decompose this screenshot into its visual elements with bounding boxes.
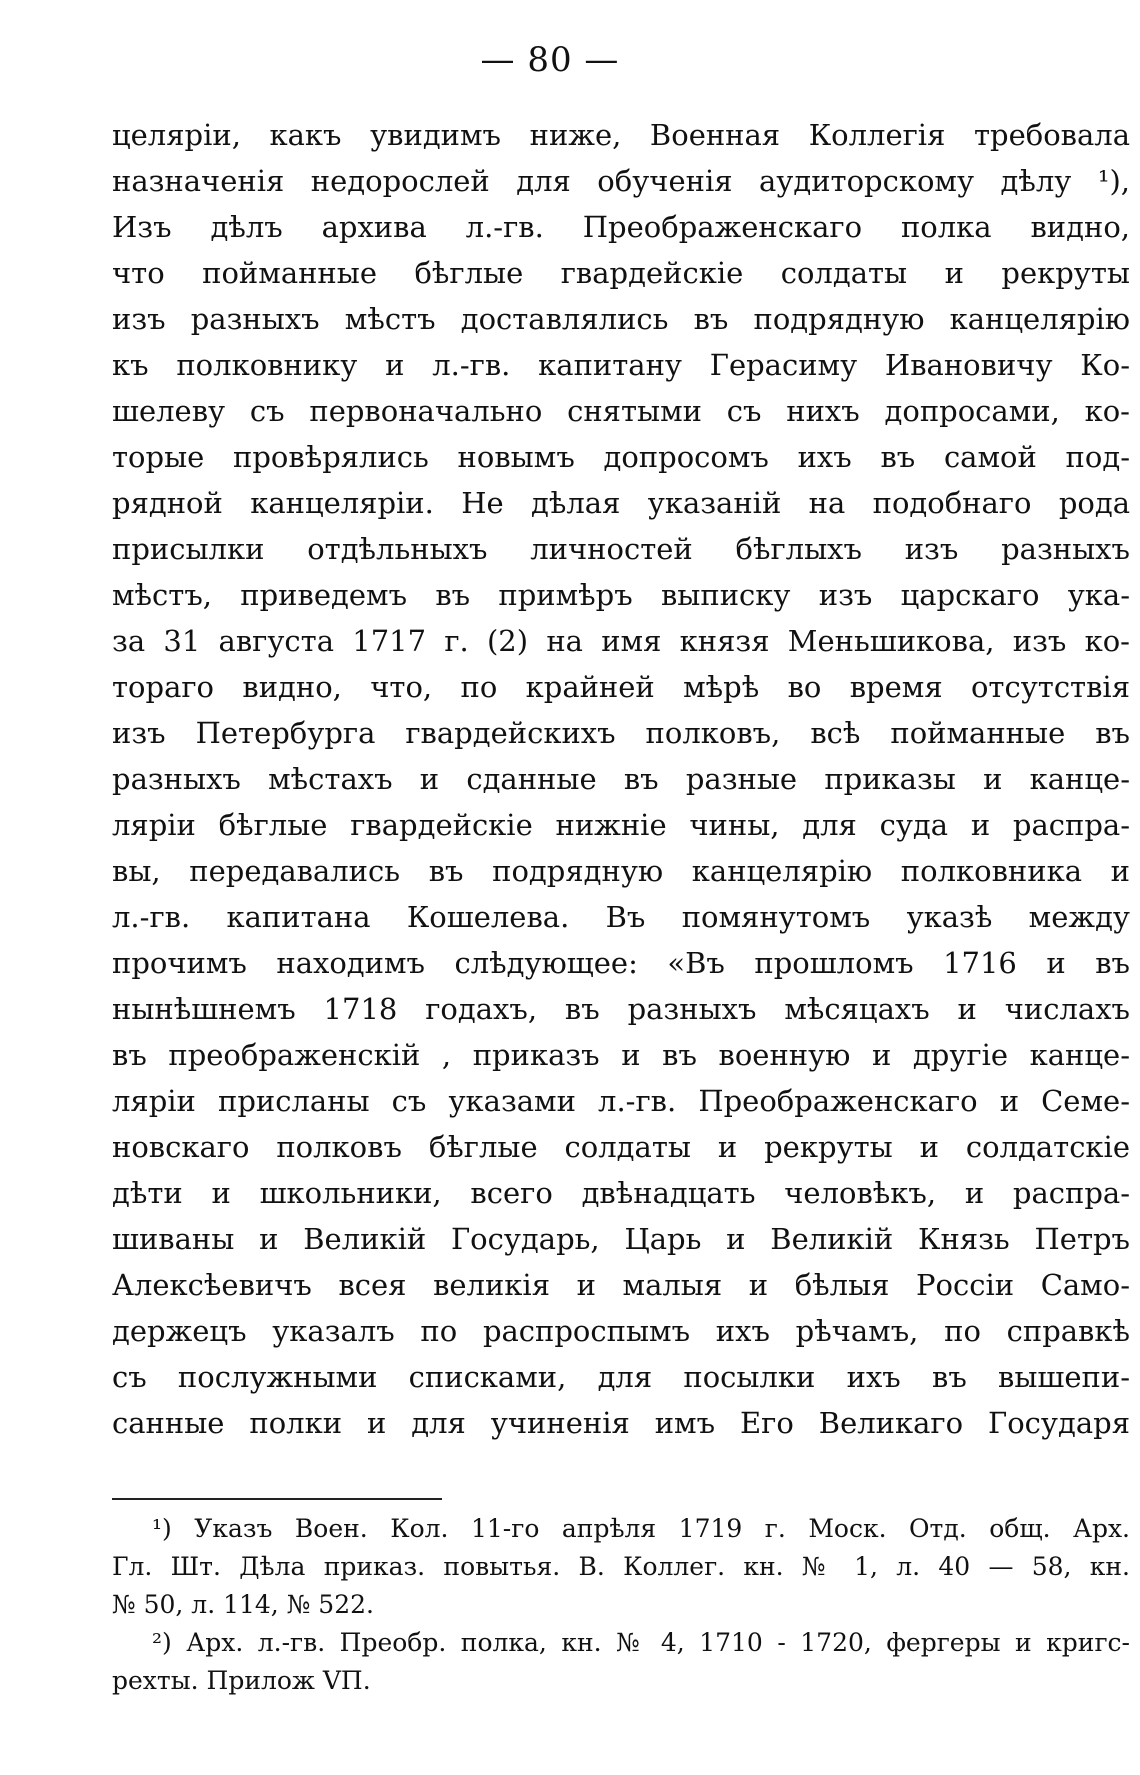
text-line: ляріи бѣглые гвардейскіе нижніе чины, для суда и распра-: [112, 808, 1130, 842]
text-line: ляріи присланы съ указами л.-гв. Преображенскаго и Семе-: [112, 1084, 1130, 1118]
text-line: новскаго полковъ бѣглые солдаты и рекруты и солдатскіе: [112, 1130, 1130, 1164]
text-line: за 31 августа 1717 г. (2) на имя князя Меньшикова, изъ ко-: [112, 624, 1130, 658]
text-line: въ преображенскій , приказъ и въ военную и другіе канце-: [112, 1038, 1130, 1072]
text-line: мѣстъ, приведемъ въ примѣръ выписку изъ царскаго ука-: [112, 578, 1130, 612]
footnote-divider: [112, 1498, 442, 1500]
text-line: прочимъ находимъ слѣдующее: «Въ прошломъ 1716 и въ: [112, 946, 1130, 980]
text-line: что пойманные бѣглые гвардейскіе солдаты и рекруты: [112, 256, 1130, 290]
footnotes: [112, 1510, 1130, 1700]
text-line: Изъ дѣлъ архива л.-гв. Преображенскаго полка видно,: [112, 210, 1130, 244]
footnote-line: Гл. Шт. Дѣла приказ. повытья. В. Коллег. кн. № 1, л. 40 — 58, кн.: [112, 1552, 1130, 1581]
text-line: нынѣшнемъ 1718 годахъ, въ разныхъ мѣсяцахъ и числахъ: [112, 992, 1130, 1026]
body-text: [112, 112, 1130, 1446]
text-line: Алексѣевичъ всея великія и малыя и бѣлыя Россіи Само-: [112, 1268, 1130, 1302]
text-line: торые провѣрялись новымъ допросомъ ихъ въ самой под-: [112, 440, 1130, 474]
text-line: тораго видно, что, по крайней мѣрѣ во время отсутствія: [112, 670, 1130, 704]
text-line: целяріи, какъ увидимъ ниже, Военная Коллегія требовала: [112, 118, 1130, 152]
footnote-line: ¹) Указъ Воен. Кол. 11-го апрѣля 1719 г. Моск. Отд. общ. Арх.: [152, 1514, 1130, 1543]
text-line: присылки отдѣльныхъ личностей бѣглыхъ изъ разныхъ: [112, 532, 1130, 566]
text-line: съ послужными списками, для посылки ихъ въ вышепи-: [112, 1360, 1130, 1394]
text-line: санные полки и для учиненія имъ Его Великаго Государя: [112, 1406, 1130, 1440]
text-line: къ полковнику и л.-гв. капитану Герасиму Ивановичу Ко-: [112, 348, 1130, 382]
footnote-line: ²) Арх. л.-гв. Преобр. полка, кн. № 4, 1710 - 1720, фергеры и кригс-: [152, 1628, 1130, 1657]
text-line: шелеву съ первоначально снятыми съ нихъ допросами, ко-: [112, 394, 1130, 428]
text-line: вы, передавались въ подрядную канцелярію полковника и: [112, 854, 1130, 888]
text-line: изъ разныхъ мѣстъ доставлялись въ подрядную канцелярію: [112, 302, 1130, 336]
text-line: назначенія недорослей для обученія аудиторскому дѣлу ¹),: [112, 164, 1130, 198]
text-line: л.-гв. капитана Кошелева. Въ помянутомъ указѣ между: [112, 900, 1130, 934]
page-number: — 80 —: [480, 40, 620, 80]
footnote-line: рехты. Прилож VП.: [112, 1666, 371, 1695]
text-line: шиваны и Великій Государь, Царь и Великій Князь Петръ: [112, 1222, 1130, 1256]
text-line: держецъ указалъ по распроспымъ ихъ рѣчамъ, по справкѣ: [112, 1314, 1130, 1348]
text-line: дѣти и школьники, всего двѣнадцать человѣкъ, и распра-: [112, 1176, 1130, 1210]
text-line: изъ Петербурга гвардейскихъ полковъ, всѣ пойманные въ: [112, 716, 1130, 750]
text-line: рядной канцеляріи. Не дѣлая указаній на подобнаго рода: [112, 486, 1130, 520]
text-line: разныхъ мѣстахъ и сданные въ разные приказы и канце-: [112, 762, 1130, 796]
footnote-line: № 50, л. 114, № 522.: [112, 1590, 374, 1619]
